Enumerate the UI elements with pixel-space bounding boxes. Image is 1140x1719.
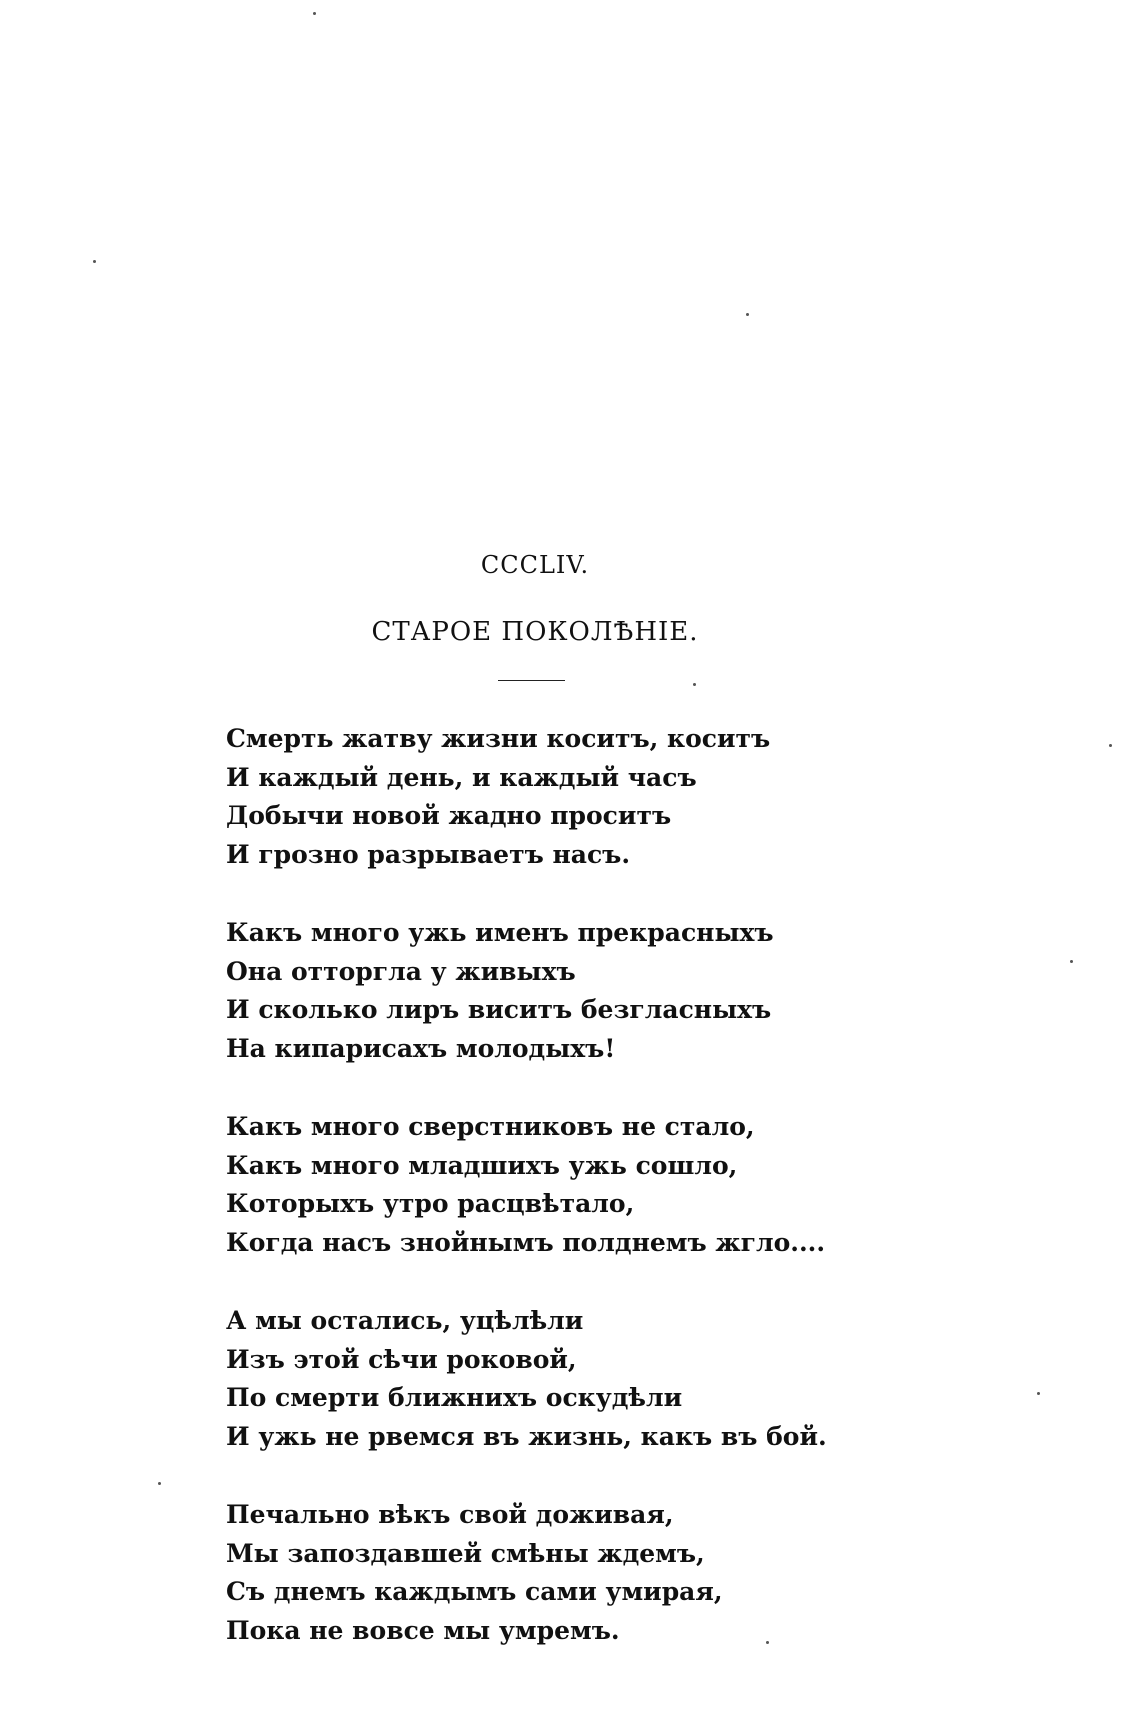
scan-speck (746, 313, 749, 316)
poem-line: И ужь не рвемся въ жизнь, какъ въ бой. (226, 1421, 827, 1451)
poem-line: И сколько лиръ виситъ безгласныхъ (226, 995, 772, 1024)
stanza-3 (226, 1108, 1026, 1262)
poem-line: Она отторгла у живыхъ (226, 956, 576, 986)
scan-speck (1109, 744, 1112, 747)
scan-speck (766, 1641, 769, 1644)
poem-line: Какъ много младшихъ ужь сошло, (226, 1150, 738, 1180)
stanza-5 (226, 1496, 1026, 1650)
poem-line: Смерть жатву жизни коситъ, коситъ (226, 724, 771, 753)
poem-line: И каждый день, и каждый часъ (226, 762, 697, 792)
poem-line: И грозно разрываетъ насъ. (226, 839, 631, 869)
poem-number: CCCLIV. (480, 551, 590, 579)
poem-line: Пока не вовсе мы умремъ. (226, 1615, 620, 1645)
poem-line: Какъ много сверстниковъ не стало, (226, 1112, 755, 1141)
poem-line: А мы остались, уцѣлѣли (226, 1306, 584, 1335)
poem-title: СТАРОЕ ПОКОЛѢНІЕ. (371, 617, 699, 647)
scan-speck (1070, 960, 1073, 963)
poem-line: На кипарисахъ молодыхъ! (226, 1033, 616, 1063)
scan-speck (158, 1482, 161, 1485)
title-rule (498, 680, 565, 681)
poem-line: Изъ этой сѣчи роковой, (226, 1344, 577, 1374)
stanza-2 (226, 914, 1026, 1068)
scan-speck (693, 683, 696, 686)
stanza-4 (226, 1302, 1026, 1456)
scan-speck (93, 260, 96, 263)
poem-line: Мы запоздавшей смѣны ждемъ, (226, 1538, 705, 1568)
poem-line: Какъ много ужь именъ прекрасныхъ (226, 918, 774, 947)
poem-line: Когда насъ знойнымъ полднемъ жгло.... (226, 1227, 826, 1257)
scan-speck (1037, 1392, 1040, 1395)
stanza-1 (226, 720, 1026, 874)
scan-speck (313, 12, 316, 15)
poem-line: По смерти ближнихъ оскудѣли (226, 1383, 683, 1412)
poem-line: Печально вѣкъ свой доживая, (226, 1500, 674, 1529)
poem-line: Добычи новой жадно проситъ (226, 801, 672, 830)
poem-line: Съ днемъ каждымъ сами умирая, (226, 1577, 723, 1606)
poem-body (226, 720, 1026, 1690)
poem-line: Которыхъ утро расцвѣтало, (226, 1189, 635, 1218)
